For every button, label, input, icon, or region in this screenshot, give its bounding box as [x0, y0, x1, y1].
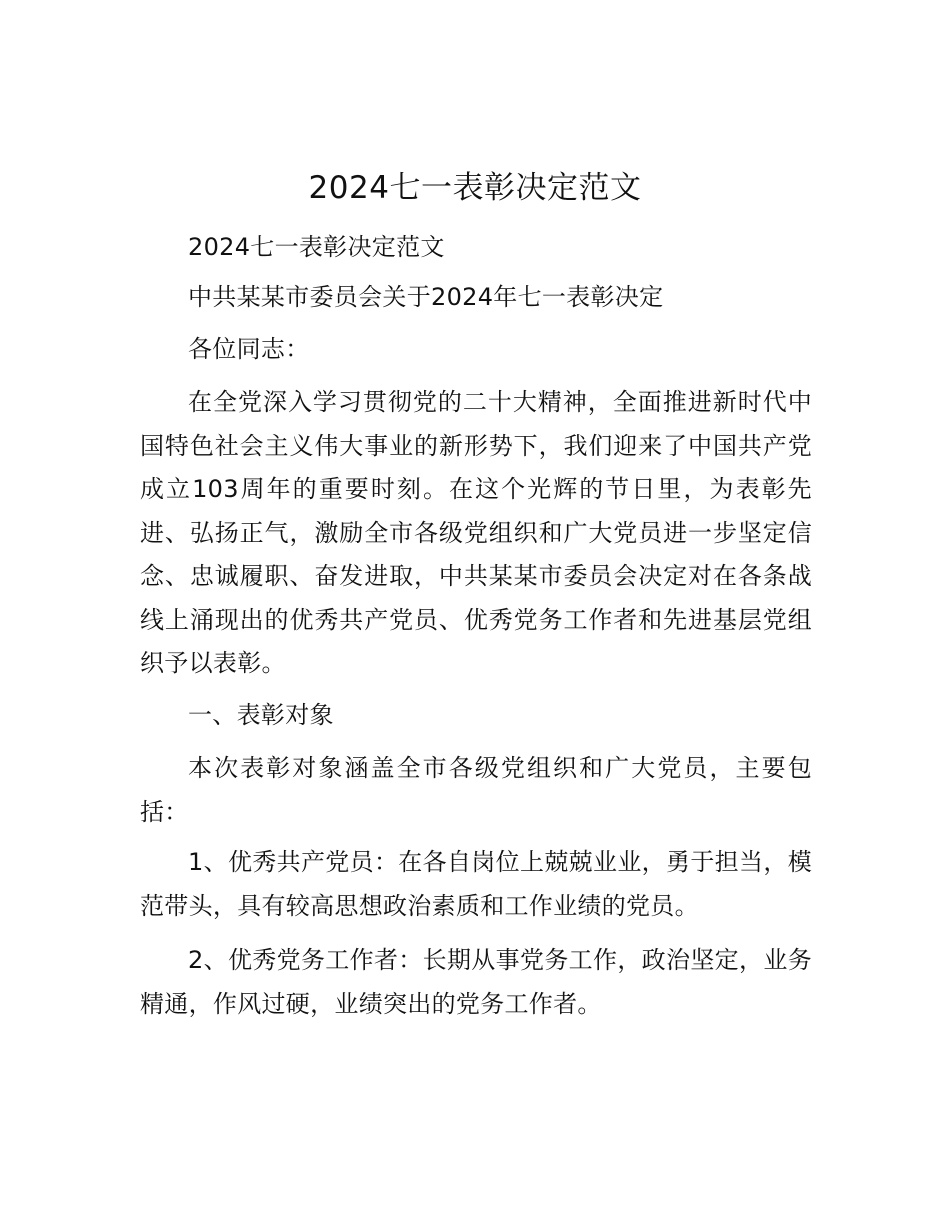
- document-title: 2024七一表彰决定范文: [308, 170, 642, 206]
- section-heading-targets: 一、表彰对象: [188, 701, 334, 729]
- list-item-party-workers: 2、优秀党务工作者：长期从事党务工作，政治坚定，业务精通，作风过硬，业绩突出的党务工作者。: [140, 946, 812, 1018]
- salutation: 各位同志：: [188, 335, 310, 363]
- decision-heading: 中共某某市委员会关于2024年七一表彰决定: [188, 283, 664, 311]
- subtitle-paragraph: 2024七一表彰决定范文: [188, 233, 445, 261]
- body-paragraph-targets: 本次表彰对象涵盖全市各级党组织和广大党员，主要包括：: [140, 754, 812, 826]
- list-item-excellent-members: 1、优秀共产党员：在各自岗位上兢兢业业，勇于担当，模范带头，具有较高思想政治素质和工作业绩的党员。: [140, 848, 812, 920]
- body-paragraph-intro: 在全党深入学习贯彻党的二十大精神，全面推进新时代中国特色社会主义伟大事业的新形势下，我们迎来了中国共产党成立103周年的重要时刻。在这个光辉的节日里，为表彰先进、弘扬正气，激励全市各级党组织和广大党员进一步坚定信念、忠诚履职、奋发进取，中共某某市委员会决定对在各条战线上涌现出的优秀共产党员、优秀党务工作者和先进基层党组织予以表彰。: [140, 388, 812, 677]
